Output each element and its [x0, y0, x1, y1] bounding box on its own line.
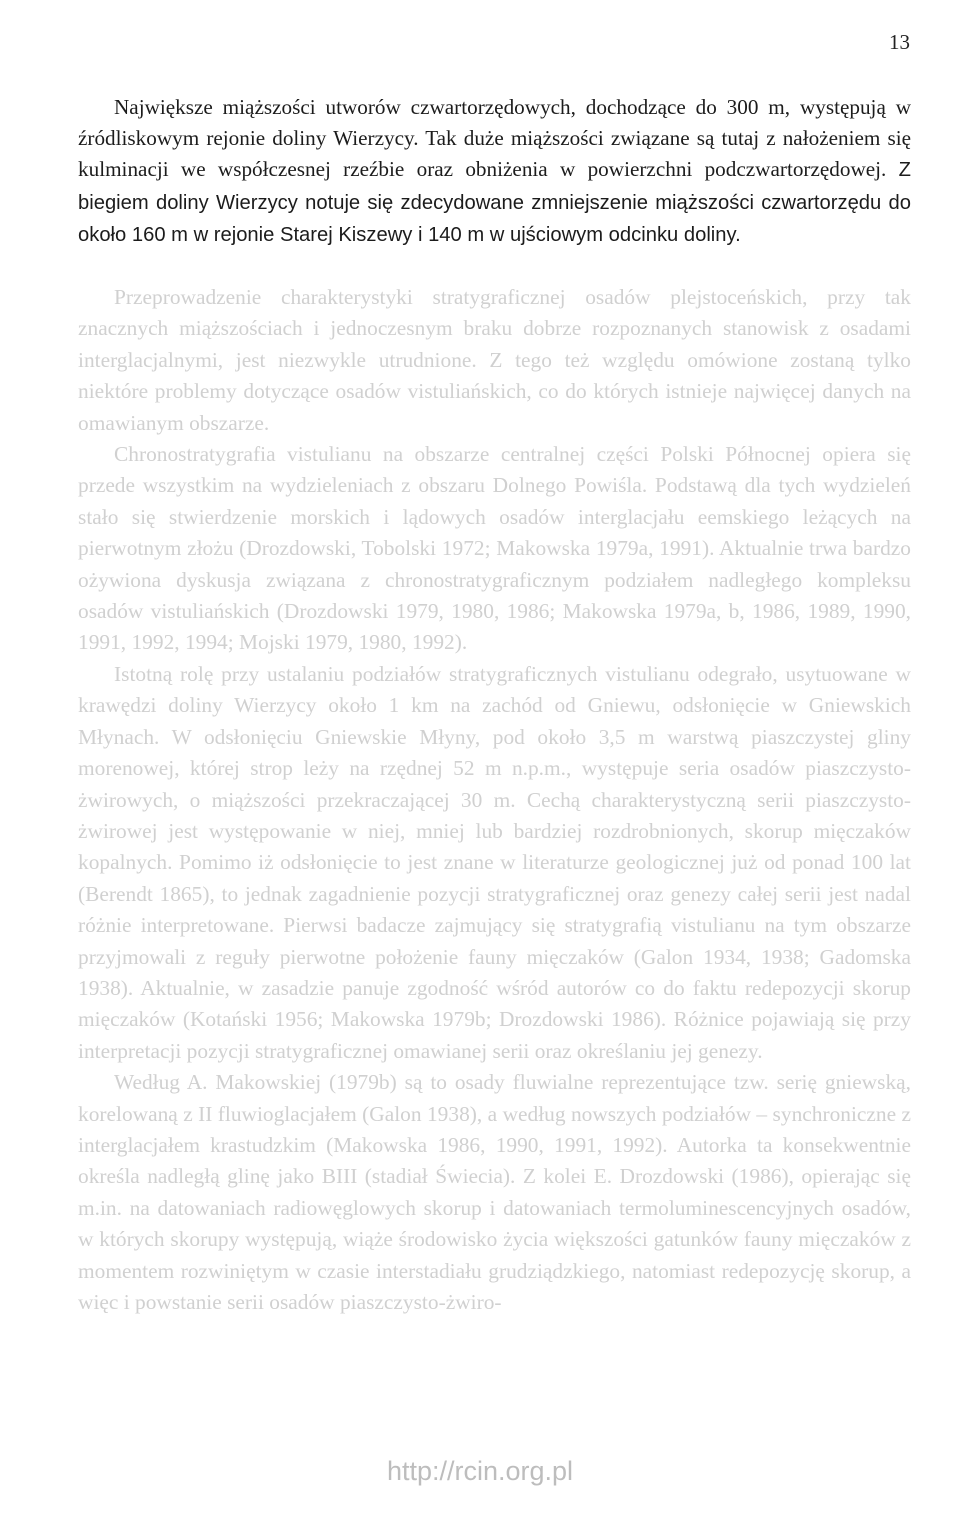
top-text-block [78, 92, 911, 251]
top-paragraph [78, 92, 911, 251]
paragraph-4: Według A. Makowskiej (1979b) są to osady fluwialne reprezentujące tzw. serię gniewską, korelowaną z II fluwioglacjałem (Galon 1938), a według nowszych podziałów – synchroniczne z interglacjałem krastudzkim (Makowska 1986, 1990, 1991, 1992). Autorka ta konsekwentnie określa nadległą glinę jako BIII (stadiał Świecia). Z kolei E. Drozdowski (1986), opierając się m.in. na datowaniach radiowęglowych skorup i datowaniach termoluminescencyjnych osadów, w których skorupy występują, wiąże środowisko życia większości gatunków fauny mięczaków z momentem rozwiniętym w czasie interstadiału grudziądzkiego, natomiast redepozycję skorup, a więc i powstanie serii osadów piaszczysto-żwiro- [78, 1070, 911, 1314]
faded-text-block [78, 282, 911, 1318]
top-paragraph-sans-text: Z biegiem doliny Wierzycy notuje się zdecydowane zmniejszenie miąższości czwartorzędu do około 160 m w rejonie Starej Kiszewy i 140 m w ujściowym odcinku doliny. [78, 159, 911, 246]
top-paragraph-serif-text: Największe miąższości utworów czwartorzędowych, dochodzące do 300 m, występują w źródliskowym rejonie doliny Wierzycy. Tak duże miąższości związane są tutaj z nałożeniem się kulminacji we współczesnej rzeźbie oraz obniżenia w powierzchni podczwartorzędowej. [78, 95, 911, 182]
page-number: 13 [889, 30, 910, 54]
paragraph-2: Chronostratygrafia vistulianu na obszarze centralnej części Polski Północnej opiera się przede wszystkim na wydzieleniach z obszaru Dolnego Powiśla. Podstawą dla tych wydzieleń stało się stwierdzenie morskich i lądowych osadów interglacjału eemskiego leżących na pierwotnym złożu (Drozdowski, Tobolski 1972; Makowska 1979a, 1991). Aktualnie trwa bardzo ożywiona dyskusja związana z chronostratygraficznym podziałem nadległego kompleksu osadów vistuliańskich (Drozdowski 1979, 1980, 1986; Makowska 1979a, b, 1986, 1989, 1990, 1991, 1992, 1994; Mojski 1979, 1980, 1992). [78, 442, 911, 655]
paragraph-3: Istotną rolę przy ustalaniu podziałów stratygraficznych vistulianu odegrało, usytuowane w krawędzi doliny Wierzycy około 1 km na zachód od Gniewu, odsłonięcie w Gniewskich Młynach. W odsłonięciu Gniewskie Młyny, pod około 3,5 m warstwą piaszczystej gliny morenowej, której strop leży na rzędnej 52 m n.p.m., występuje seria osadów piaszczysto-żwirowych, o miąższości przekraczającej 30 m. Cechą charakterystyczną serii piaszczysto-żwirowej jest występowanie w niej, mniej lub bardziej rozdrobnionych, skorup mięczaków kopalnych. Pomimo iż odsłonięcie to jest znane w literaturze geologicznej już od ponad 100 lat (Berendt 1865), to jednak zagadnienie pozycji stratygraficznej oraz genezy całej serii jest nadal różnie interpretowane. Pierwsi badacze zajmujący się stratygrafią vistulianu na tym obszarze przyjmowali z reguły pierwotne położenie fauny mięczaków (Galon 1934, 1938; Gadomska 1938). Aktualnie, w zasadzie panuje zgodność wśród autorów co do faktu redepozycji skorup mięczaków (Kotański 1956; Makowska 1979b; Drozdowski 1986). Różnice pojawiają się przy interpretacji pozycji stratygraficznej omawianej serii oraz określaniu jej genezy. [78, 661, 911, 1063]
paragraph-1: Przeprowadzenie charakterystyki stratygraficznej osadów plejstoceńskich, przy tak znacznych miąższościach i jednoczesnym braku dobrze rozpoznanych stanowisk z osadami interglacjalnymi, jest niezwykle utrudnione. Z tego też względu omówione zostaną tylko niektóre problemy dotyczące osadów vistuliańskich, co do których istnieje najwięcej danych na omawianym obszarze. [78, 285, 911, 435]
footer-url: http://rcin.org.pl [386, 1456, 574, 1486]
